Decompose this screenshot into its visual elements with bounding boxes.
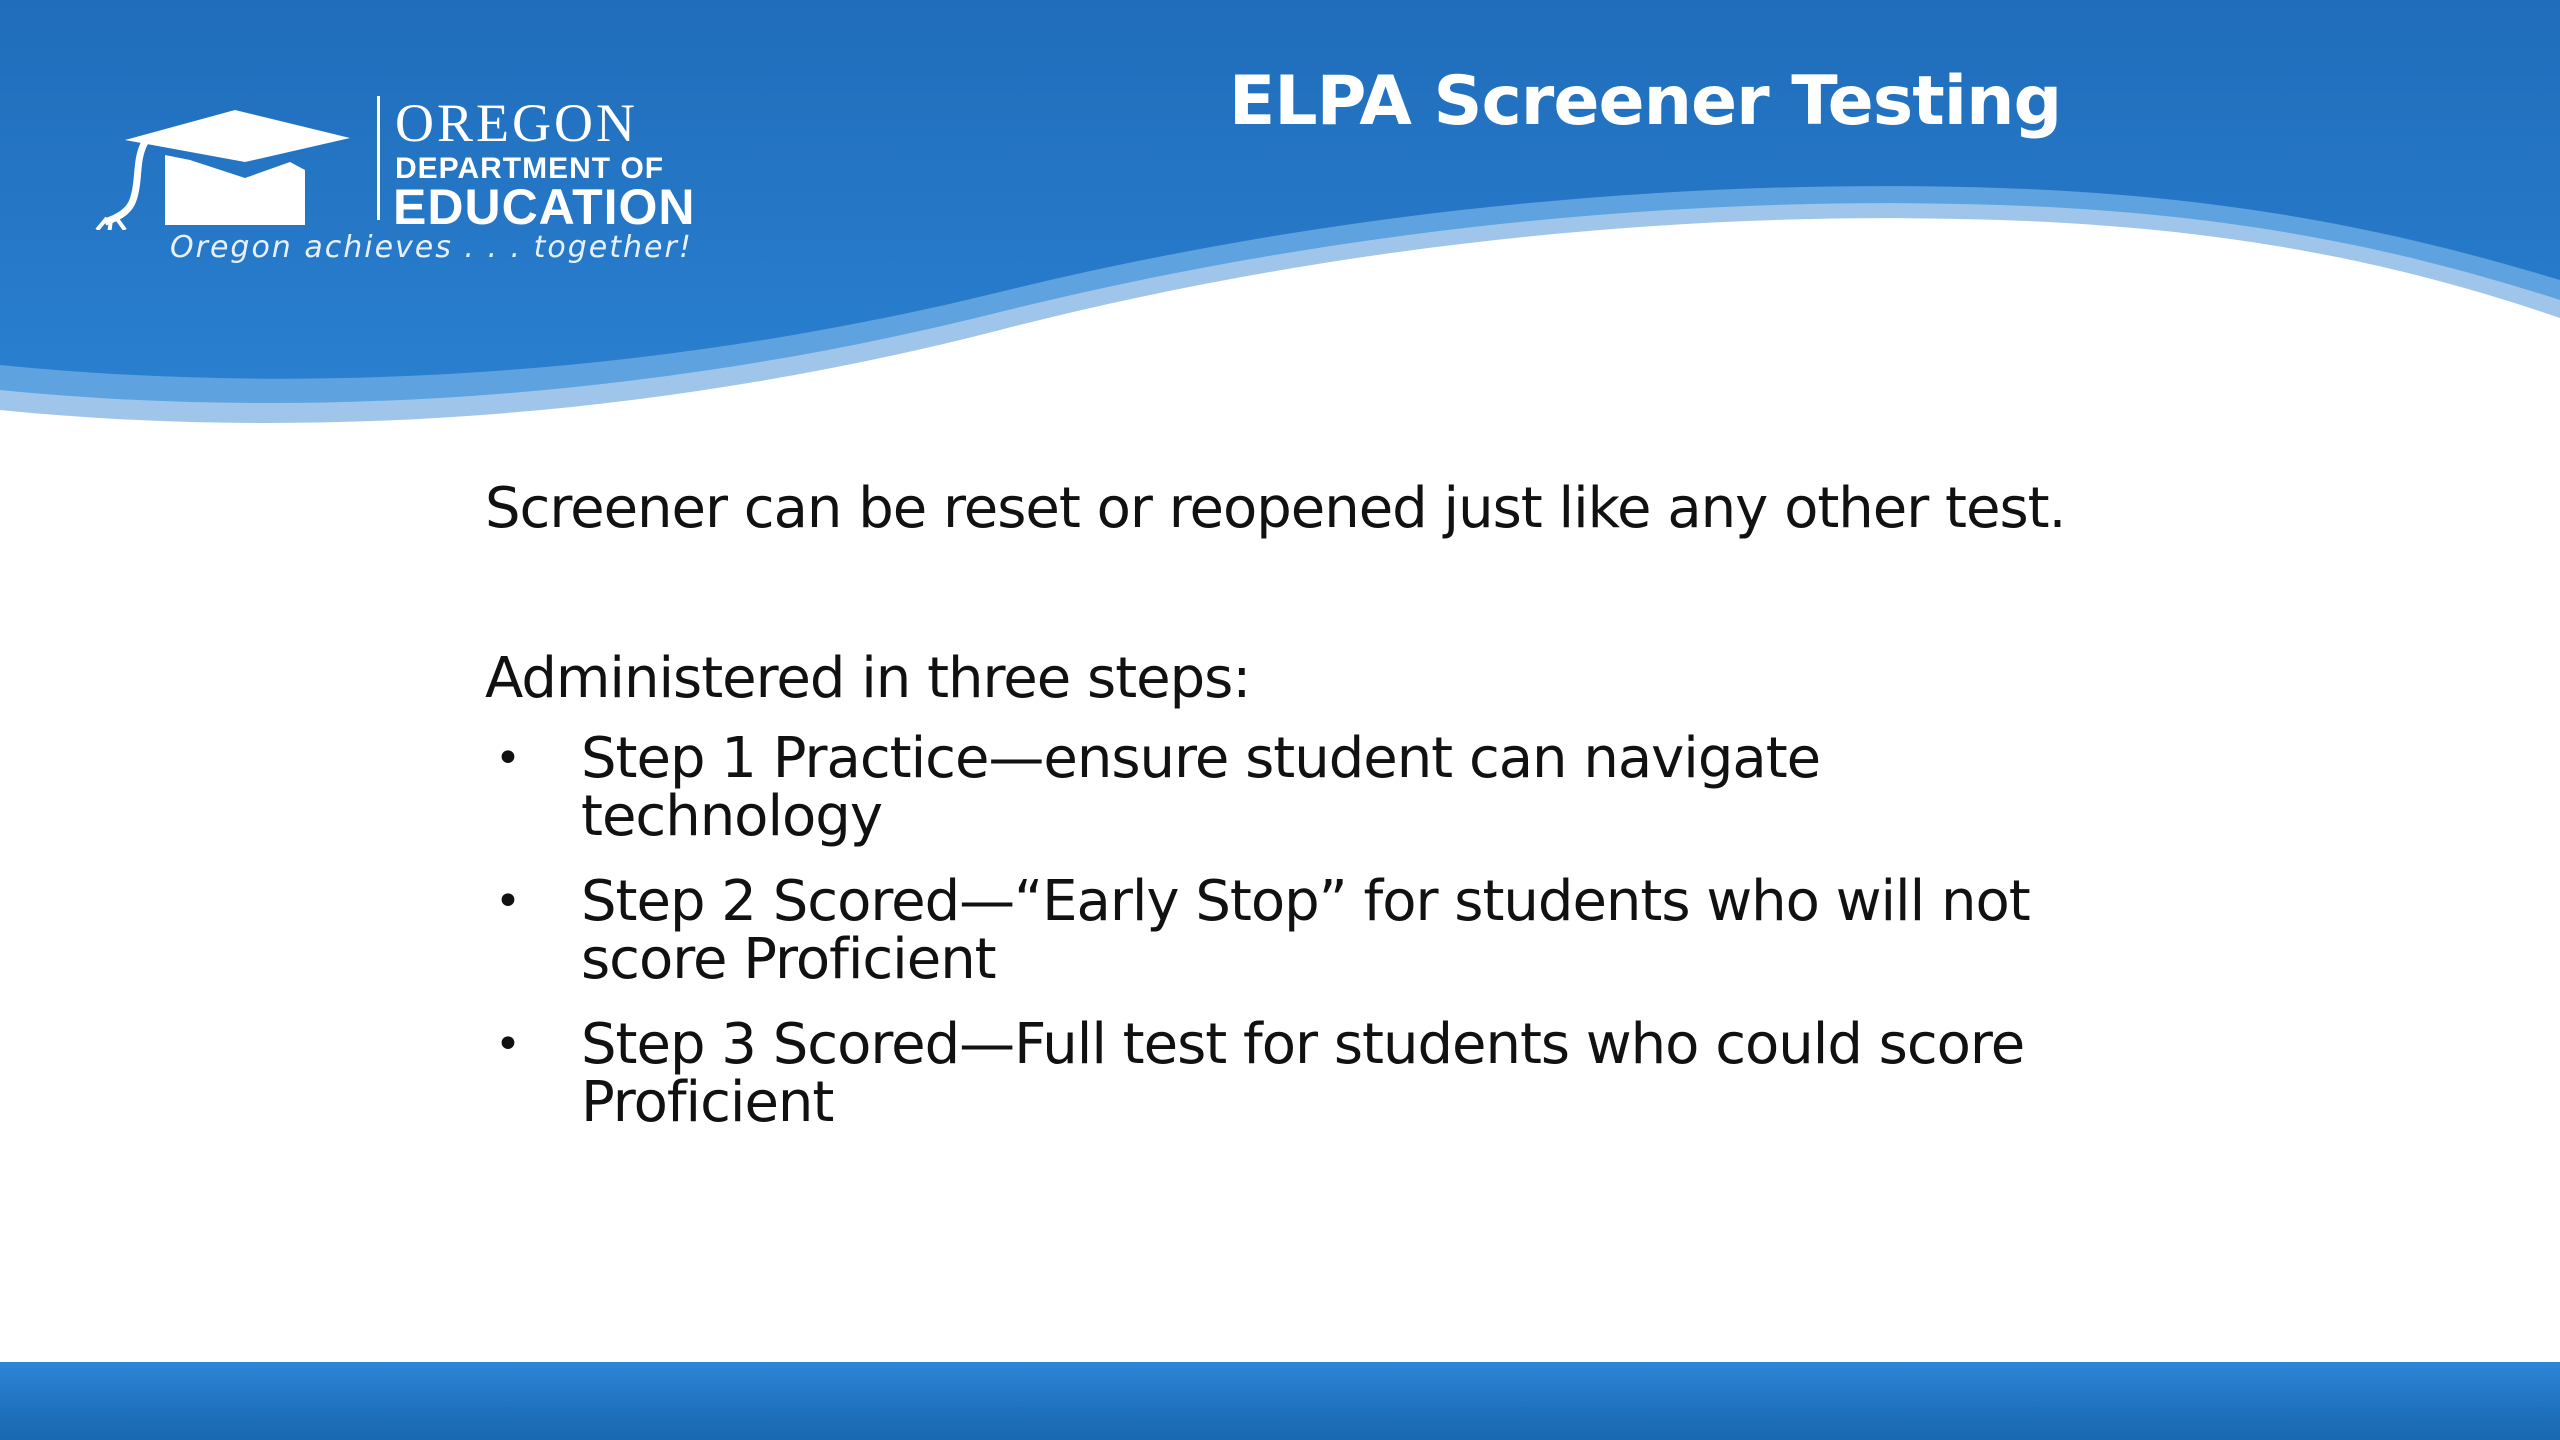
bullet-icon: • <box>495 733 520 784</box>
step-text: Step 2 Scored—“Early Stop” for students who will not score Proficient <box>581 869 2030 992</box>
bullet-icon: • <box>495 1019 520 1070</box>
logo-tagline: Oregon achieves . . . together! <box>170 230 693 265</box>
logo-divider <box>377 96 380 220</box>
bullet-icon: • <box>495 876 520 927</box>
oregon-dept-education-logo <box>95 90 735 280</box>
logo-department-text: DEPARTMENT OF <box>395 152 665 185</box>
slide-title: ELPA Screener Testing <box>1228 62 2062 141</box>
footer-bar <box>0 1362 2560 1440</box>
step-text: Step 1 Practice—ensure student can navigate technology <box>581 726 1821 849</box>
steps-lead-text: Administered in three steps: <box>485 646 1251 711</box>
step-text: Step 3 Scored—Full test for students who could score Proficient <box>581 1012 2025 1135</box>
list-item <box>485 726 2135 849</box>
logo-education-text: EDUCATION <box>393 179 696 235</box>
logo-oregon-text: OREGON <box>395 93 638 153</box>
slide-body <box>485 476 2135 1159</box>
graduation-cap-oregon-map-icon <box>95 100 355 230</box>
intro-paragraph: Screener can be reset or reopened just like any other test. <box>485 476 2066 541</box>
steps-list <box>485 726 2135 1135</box>
list-item <box>485 1012 2135 1135</box>
list-item <box>485 869 2135 992</box>
